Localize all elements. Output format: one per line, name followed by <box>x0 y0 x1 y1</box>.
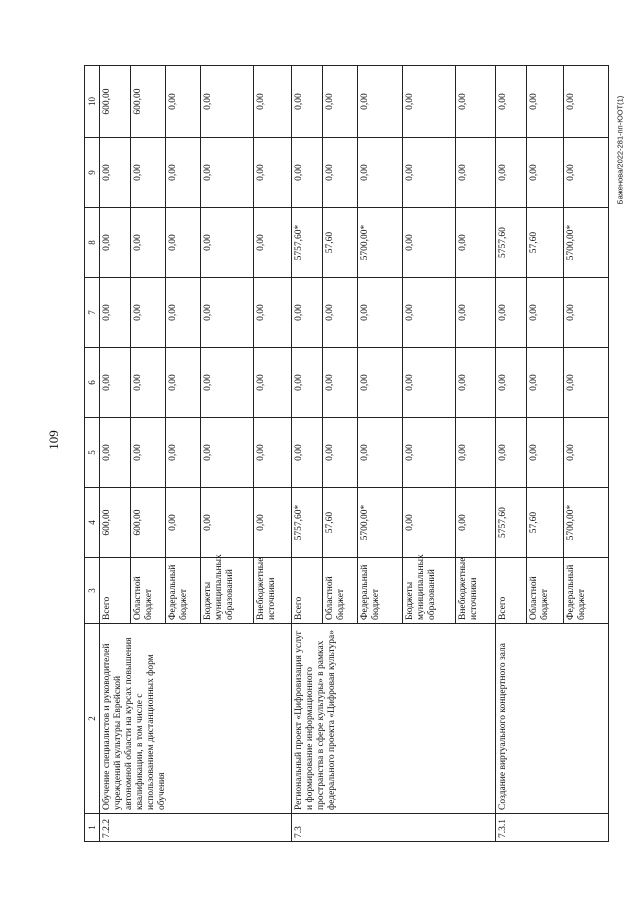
funding-source: Областной бюджет <box>323 558 358 624</box>
amount-cell: 0,00 <box>403 488 456 558</box>
amount-cell: 0,00 <box>564 138 609 208</box>
header-cell: 6 <box>85 348 100 418</box>
amount-cell: 0,00 <box>131 208 166 278</box>
page-number: 109 <box>46 430 61 450</box>
funding-source: Всего <box>100 558 131 624</box>
amount-cell: 0,00 <box>564 418 609 488</box>
amount-cell: 0,00 <box>564 278 609 348</box>
amount-cell: 0,00 <box>292 138 323 208</box>
amount-cell: 0,00 <box>456 348 496 418</box>
amount-cell: 0,00 <box>166 138 201 208</box>
amount-cell: 0,00 <box>358 66 403 138</box>
amount-cell: 0,00 <box>564 66 609 138</box>
amount-cell: 0,00 <box>323 418 358 488</box>
amount-cell: 600,00 <box>100 488 131 558</box>
amount-cell: 0,00 <box>131 348 166 418</box>
amount-cell: 0,00 <box>496 66 527 138</box>
amount-cell: 0,00 <box>456 278 496 348</box>
amount-cell: 600,00 <box>131 66 166 138</box>
amount-cell: 5757,60 <box>496 488 527 558</box>
amount-cell: 5700,00* <box>564 208 609 278</box>
amount-cell: 0,00 <box>166 418 201 488</box>
amount-cell: 0,00 <box>456 488 496 558</box>
amount-cell: 0,00 <box>292 278 323 348</box>
amount-cell: 0,00 <box>527 66 564 138</box>
amount-cell: 0,00 <box>456 208 496 278</box>
amount-cell: 0,00 <box>254 138 292 208</box>
amount-cell: 0,00 <box>323 348 358 418</box>
amount-cell: 0,00 <box>166 278 201 348</box>
amount-cell: 0,00 <box>131 138 166 208</box>
header-cell: 3 <box>85 558 100 624</box>
amount-cell: 0,00 <box>131 278 166 348</box>
table-row <box>496 66 527 842</box>
funding-source: Федеральный бюджет <box>166 558 201 624</box>
amount-cell: 0,00 <box>201 138 254 208</box>
amount-cell: 0,00 <box>254 66 292 138</box>
amount-cell: 0,00 <box>358 348 403 418</box>
section-code: 7.3.1 <box>496 814 609 842</box>
amount-cell: 0,00 <box>403 208 456 278</box>
amount-cell: 0,00 <box>254 278 292 348</box>
section-name: Региональный проект «Цифровизация услуг и формирование информационного пространства в сфере культуры» в рамках федерального проекта «Цифровая культура» <box>292 624 496 814</box>
amount-cell: 0,00 <box>403 418 456 488</box>
amount-cell: 0,00 <box>166 488 201 558</box>
header-cell: 1 <box>85 814 100 842</box>
amount-cell: 0,00 <box>527 278 564 348</box>
amount-cell: 0,00 <box>527 348 564 418</box>
budget-table <box>84 65 609 842</box>
rotated-table-container <box>84 66 588 842</box>
amount-cell: 0,00 <box>496 138 527 208</box>
amount-cell: 0,00 <box>201 278 254 348</box>
amount-cell: 0,00 <box>323 66 358 138</box>
amount-cell: 600,00 <box>131 488 166 558</box>
amount-cell: 0,00 <box>201 418 254 488</box>
header-cell: 8 <box>85 208 100 278</box>
amount-cell: 0,00 <box>403 138 456 208</box>
funding-source: Областной бюджет <box>527 558 564 624</box>
amount-cell: 5700,00* <box>564 488 609 558</box>
amount-cell: 0,00 <box>100 278 131 348</box>
amount-cell: 0,00 <box>201 66 254 138</box>
amount-cell: 0,00 <box>100 138 131 208</box>
amount-cell: 57,60 <box>527 208 564 278</box>
document-code: Баженова/2022-281-пп-ЮОТ(1) <box>615 95 625 205</box>
amount-cell: 0,00 <box>292 418 323 488</box>
amount-cell: 0,00 <box>254 418 292 488</box>
amount-cell: 5757,60* <box>292 208 323 278</box>
amount-cell: 0,00 <box>358 418 403 488</box>
funding-source: Внебюджетные источники <box>456 558 496 624</box>
amount-cell: 0,00 <box>456 138 496 208</box>
funding-source: Федеральный бюджет <box>358 558 403 624</box>
amount-cell: 0,00 <box>403 66 456 138</box>
amount-cell: 0,00 <box>358 278 403 348</box>
amount-cell: 0,00 <box>254 488 292 558</box>
table-row <box>100 66 131 842</box>
section-name: Обучение специалистов и руководителей учреждений культуры Еврейской автономной области на курсах повышения квалификации, в том числе с использованием дистанционных форм обучения <box>100 624 292 814</box>
amount-cell: 0,00 <box>166 348 201 418</box>
amount-cell: 0,00 <box>564 348 609 418</box>
amount-cell: 0,00 <box>323 138 358 208</box>
amount-cell: 0,00 <box>358 138 403 208</box>
section-code: 7.3 <box>292 814 496 842</box>
amount-cell: 0,00 <box>100 418 131 488</box>
header-cell: 2 <box>85 624 100 814</box>
header-row <box>85 66 100 842</box>
funding-source: Внебюджетные источники <box>254 558 292 624</box>
amount-cell: 0,00 <box>403 348 456 418</box>
amount-cell: 0,00 <box>323 278 358 348</box>
header-cell: 7 <box>85 278 100 348</box>
amount-cell: 57,60 <box>323 208 358 278</box>
amount-cell: 600,00 <box>100 66 131 138</box>
amount-cell: 0,00 <box>527 138 564 208</box>
funding-source: Федеральный бюджет <box>564 558 609 624</box>
amount-cell: 5757,60* <box>292 488 323 558</box>
amount-cell: 0,00 <box>292 348 323 418</box>
amount-cell: 0,00 <box>201 208 254 278</box>
amount-cell: 0,00 <box>254 348 292 418</box>
amount-cell: 0,00 <box>456 418 496 488</box>
amount-cell: 5757,60 <box>496 208 527 278</box>
amount-cell: 0,00 <box>527 418 564 488</box>
amount-cell: 0,00 <box>292 66 323 138</box>
amount-cell: 0,00 <box>496 278 527 348</box>
amount-cell: 5700,00* <box>358 488 403 558</box>
amount-cell: 0,00 <box>254 208 292 278</box>
funding-source: Всего <box>496 558 527 624</box>
section-code: 7.2.2 <box>100 814 292 842</box>
funding-source: Бюджеты муниципальных образований <box>201 558 254 624</box>
header-cell: 9 <box>85 138 100 208</box>
funding-source: Областной бюджет <box>131 558 166 624</box>
amount-cell: 57,60 <box>527 488 564 558</box>
amount-cell: 0,00 <box>201 348 254 418</box>
header-cell: 4 <box>85 488 100 558</box>
amount-cell: 0,00 <box>496 348 527 418</box>
amount-cell: 0,00 <box>166 66 201 138</box>
amount-cell: 5700,00* <box>358 208 403 278</box>
amount-cell: 0,00 <box>100 208 131 278</box>
amount-cell: 57,60 <box>323 488 358 558</box>
amount-cell: 0,00 <box>131 418 166 488</box>
funding-source: Бюджеты муниципальных образований <box>403 558 456 624</box>
amount-cell: 0,00 <box>166 208 201 278</box>
header-cell: 10 <box>85 66 100 138</box>
table-row <box>292 66 323 842</box>
amount-cell: 0,00 <box>456 66 496 138</box>
amount-cell: 0,00 <box>201 488 254 558</box>
funding-source: Всего <box>292 558 323 624</box>
header-cell: 5 <box>85 418 100 488</box>
amount-cell: 0,00 <box>496 418 527 488</box>
section-name: Создание виртуального концертного зала <box>496 624 609 814</box>
amount-cell: 0,00 <box>403 278 456 348</box>
amount-cell: 0,00 <box>100 348 131 418</box>
